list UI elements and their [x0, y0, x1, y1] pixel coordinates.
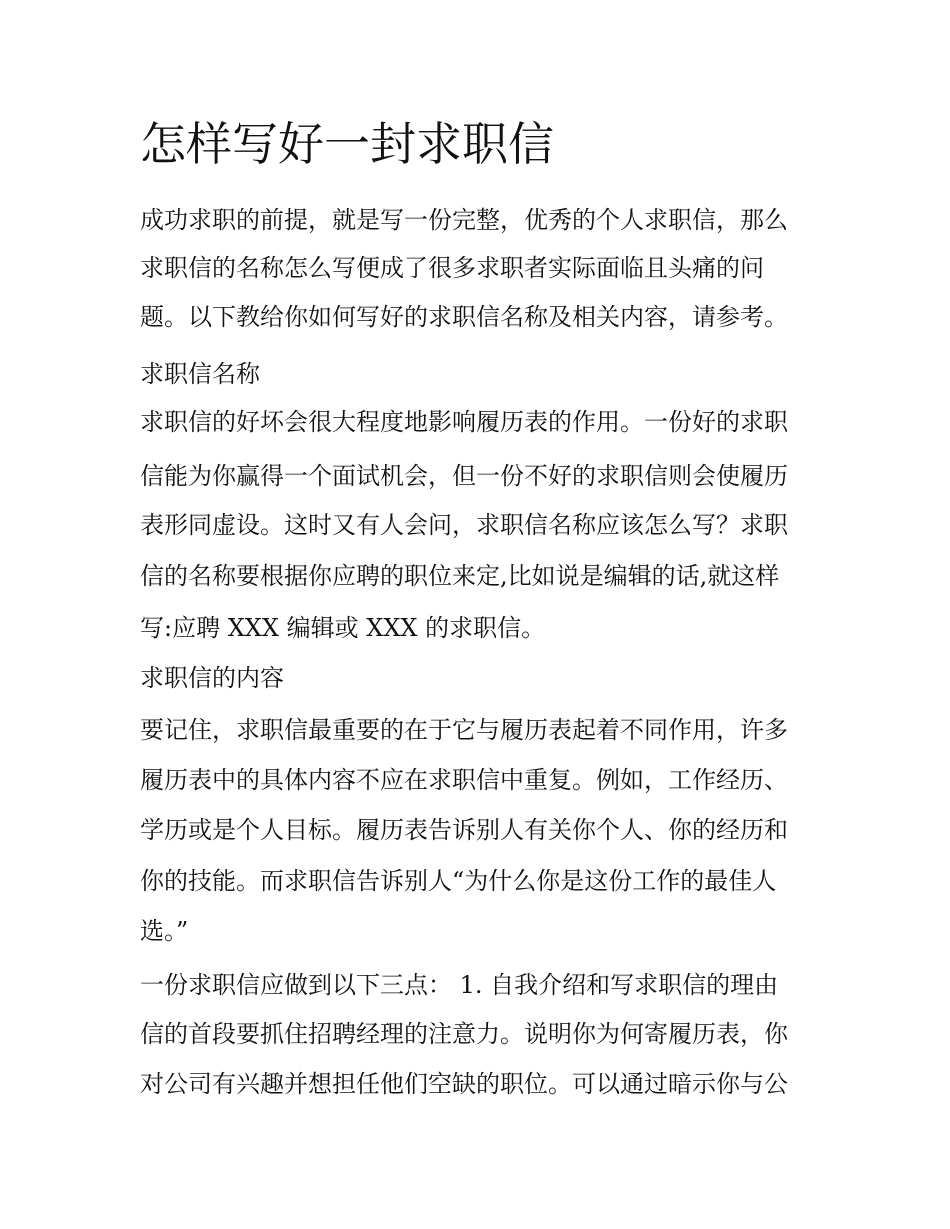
body-line: 表形同虚设。这时又有人会问，求职信名称应该怎么写？求职 — [140, 511, 788, 539]
body-line: 信的首段要抓住招聘经理的注意力。说明你为何寄履历表，你 — [140, 1020, 788, 1048]
section-heading-name: 求职信名称 — [140, 360, 260, 388]
body-line: 写:应聘 XXX 编辑或 XXX 的求职信。 — [140, 614, 546, 642]
body-line: 对公司有兴趣并想担任他们空缺的职位。可以通过暗示你与公 — [140, 1070, 788, 1098]
body-line: 求职信的好坏会很大程度地影响履历表的作用。一份好的求职 — [140, 408, 788, 436]
intro-line: 求职信的名称怎么写便成了很多求职者实际面临且头痛的问 — [140, 254, 764, 282]
document-title: 怎样写好一封求职信 — [140, 117, 554, 171]
body-line: 信的名称要根据你应聘的职位来定,比如说是编辑的话,就这样 — [140, 562, 780, 590]
body-line: 选。” — [140, 917, 189, 945]
body-line: 一份求职信应做到以下三点： 1. 自我介绍和写求职信的理由 — [140, 971, 779, 999]
section-heading-content: 求职信的内容 — [140, 664, 284, 692]
intro-line: 成功求职的前提，就是写一份完整，优秀的个人求职信，那么 — [140, 206, 788, 234]
body-line: 履历表中的具体内容不应在求职信中重复。例如，工作经历、 — [140, 766, 788, 794]
body-line: 信能为你赢得一个面试机会，但一份不好的求职信则会使履历 — [140, 462, 788, 490]
body-line: 你的技能。而求职信告诉别人“为什么你是这份工作的最佳人 — [140, 867, 777, 895]
intro-line: 题。以下教给你如何写好的求职信名称及相关内容，请参考。 — [140, 303, 788, 331]
body-line: 要记住，求职信最重要的在于它与履历表起着不同作用，许多 — [140, 716, 788, 744]
body-line: 学历或是个人目标。履历表告诉别人有关你个人、你的经历和 — [140, 816, 788, 844]
